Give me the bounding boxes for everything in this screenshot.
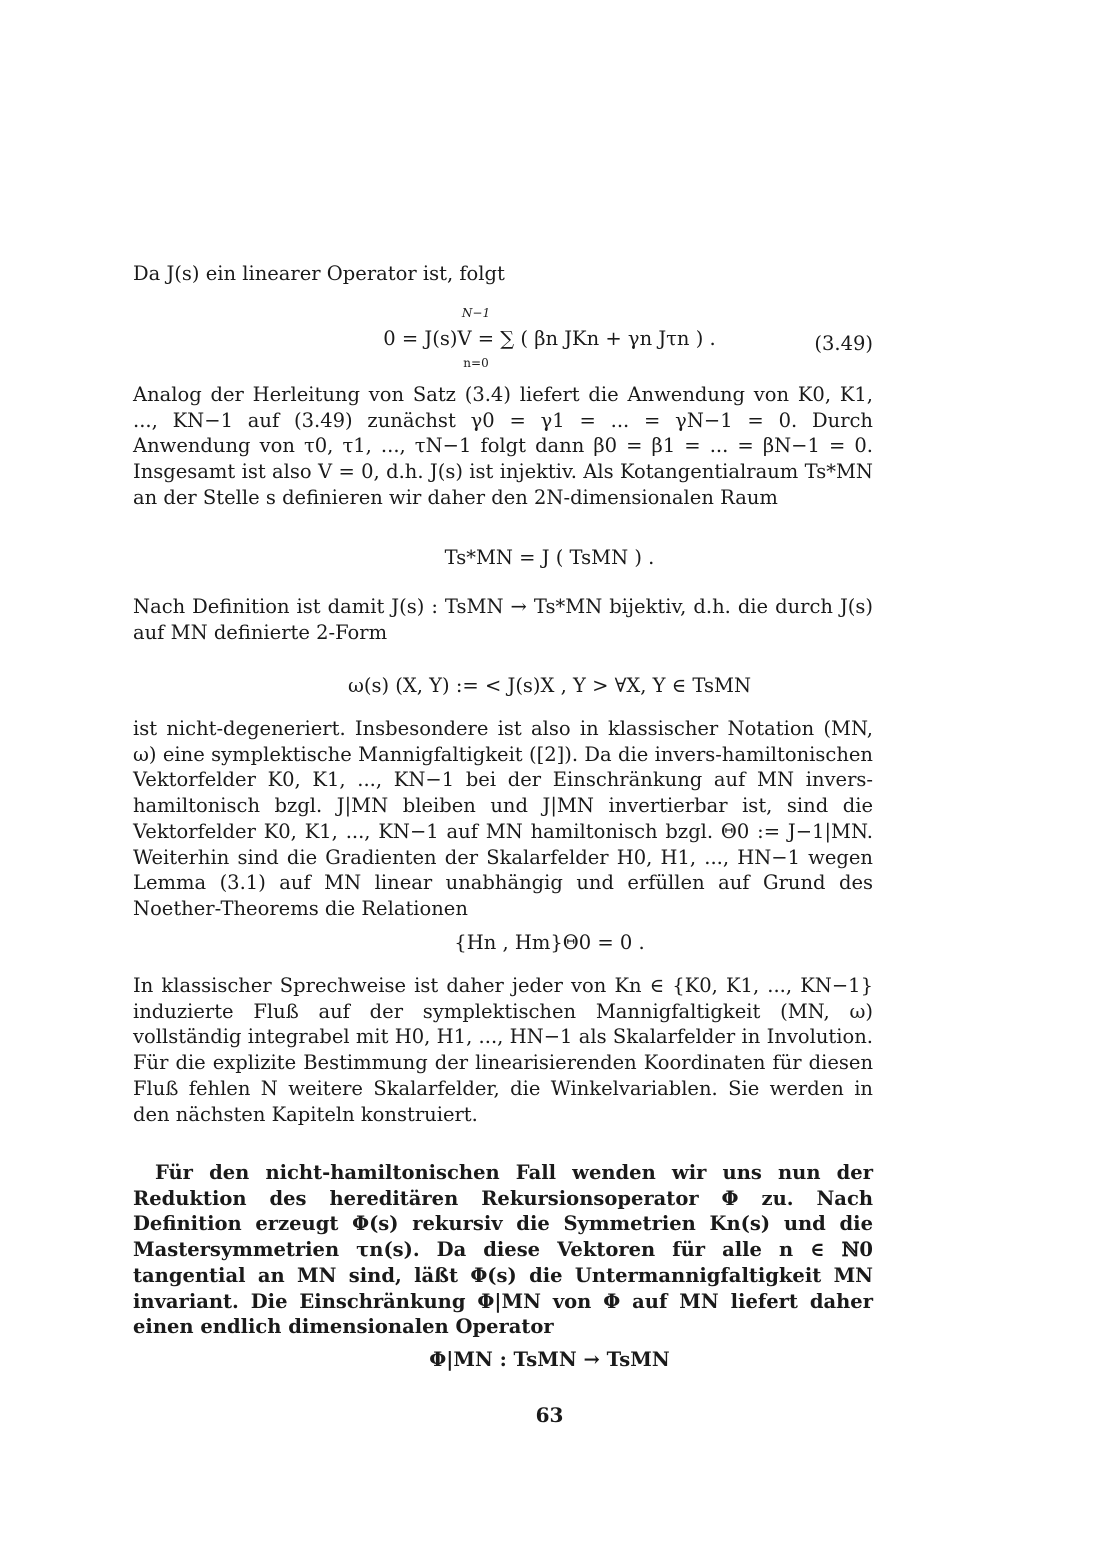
paragraph-classical: In klassischer Sprechweise ist daher jeder von Kn ∈ {K0, K1, ..., KN−1} induzierte Fluß auf der symplektischen Mannigfaltigkeit (MN, ω) vollständig integrabel mit H0, H1, ..., HN−1 als Skalarfelder in Involution. Für die explizite Bestimmung der linearisierenden Koordinaten für diesen Fluß fehlen N weitere Skalarfelder, die Winkelvariablen. Sie werden in den nächsten Kapiteln konstruiert. bbox=[133, 974, 873, 1126]
sum-upper-limit: N−1 bbox=[461, 306, 491, 320]
equation-poisson-bracket: {Hn , Hm}Θ0 = 0 . bbox=[454, 931, 645, 954]
intro-sentence: Da J(s) ein linearer Operator ist, folgt bbox=[133, 262, 505, 285]
page-number: 63 bbox=[535, 1403, 564, 1427]
paragraph-definition: Nach Definition ist damit J(s) : TsMN → Ts*MN bijektiv, d.h. die durch J(s) auf MN definierte 2-Form bbox=[133, 595, 873, 644]
equation-cotangent-space: Ts*MN = J ( TsMN ) . bbox=[444, 546, 655, 569]
equation-number: (3.49) bbox=[814, 332, 873, 355]
paragraph-analog: Analog der Herleitung von Satz (3.4) liefert die Anwendung von K0, K1, ..., KN−1 auf (3.49) zunächst γ0 = γ1 = ... = γN−1 = 0. Durch Anwendung von τ0, τ1, ..., τN−1 folgt dann β0 = β1 = ... = βN−1 = 0. Insgesamt ist also V = 0, d.h. J(s) ist injektiv. Als Kotangentialraum Ts*MN an der Stelle s definieren wir daher den 2N-dimensionalen Raum bbox=[133, 383, 873, 509]
paragraph-nondegenerate: ist nicht-degeneriert. Insbesondere ist also in klassischer Notation (MN, ω) eine symplektische Mannigfaltigkeit ([2]). Da die invers-hamiltonischen Vektorfelder K0, K1, ..., KN−1 bei der Einschränkung auf MN invers-hamiltonisch bzgl. J|MN bleiben und J|MN invertierbar ist, sind die Vektorfelder K0, K1, ..., KN−1 auf MN hamiltonisch bzgl. Θ0 := J−1|MN. Weiterhin sind die Gradienten der Skalarfelder H0, H1, ..., HN−1 wegen Lemma (3.1) auf MN linear unabhängig und erfüllen auf Grund des Noether-Theorems die Relationen bbox=[133, 717, 873, 920]
equation-two-form: ω(s) (X, Y) := < J(s)X , Y > ∀X, Y ∈ TsMN bbox=[347, 674, 752, 697]
equation-3-49 bbox=[0, 302, 1099, 380]
equation-3-49-formula: 0 = J(s)V = ∑ ( βn JKn + γn Jτn ) . bbox=[383, 327, 716, 350]
equation-restricted-operator: Φ|MN : TsMN → TsMN bbox=[429, 1348, 670, 1371]
paragraph-nonhamiltonian: Für den nicht-hamiltonischen Fall wenden wir uns nun der Reduktion des hereditären Rekursionsoperator Φ zu. Nach Definition erzeugt Φ(s) rekursiv die Symmetrien Kn(s) und die Mastersymmetrien τn(s). Da diese Vektoren für alle n ∈ ℕ0 tangential an MN sind, läßt Φ(s) die Untermannigfaltigkeit MN invariant. Die Einschränkung Φ|MN von Φ auf MN liefert daher einen endlich dimensionalen Operator bbox=[133, 1161, 873, 1339]
sum-lower-limit: n=0 bbox=[463, 356, 489, 370]
